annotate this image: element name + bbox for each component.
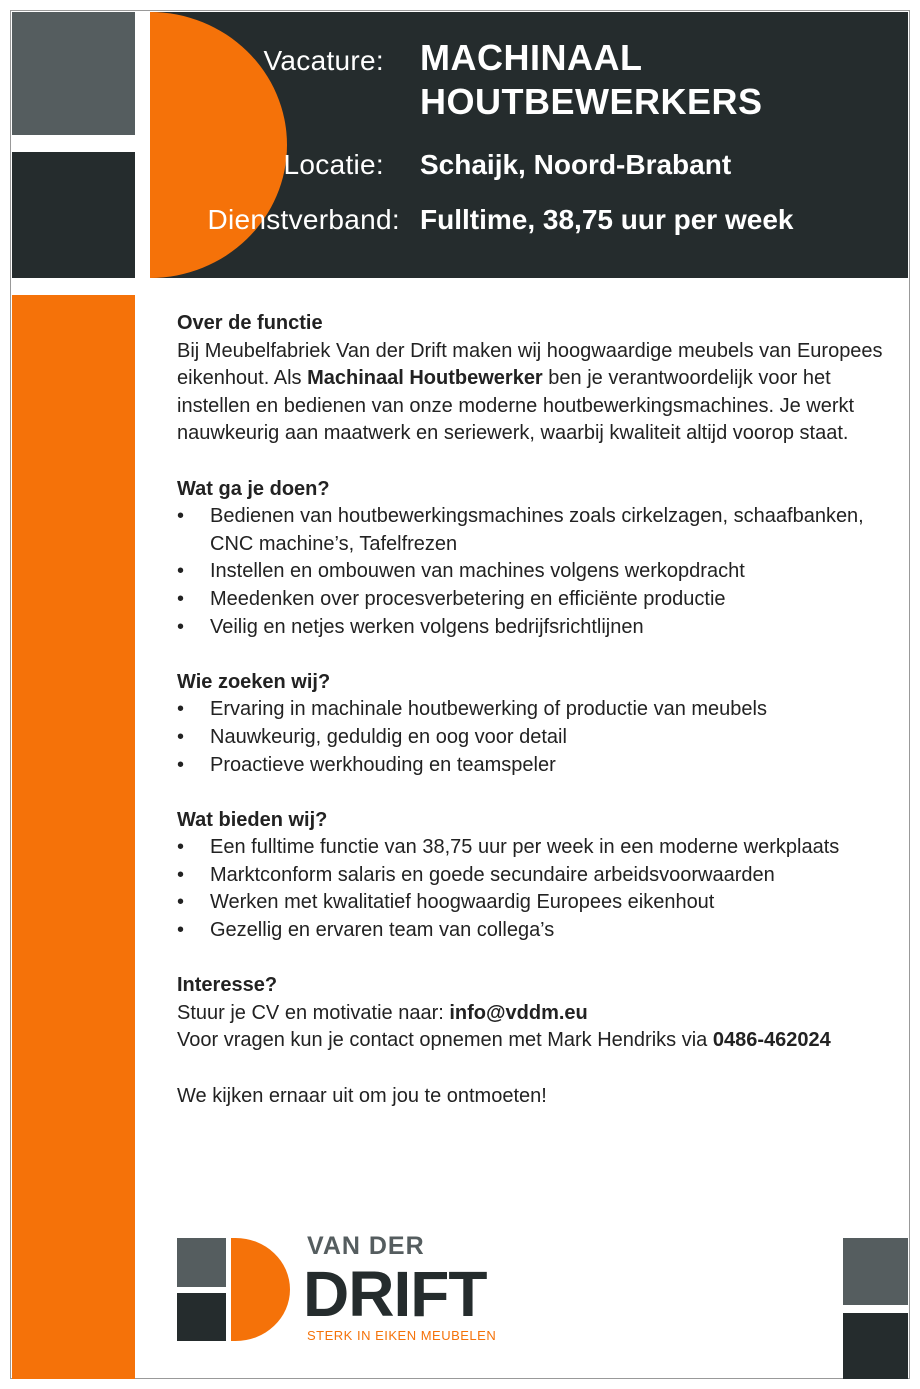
logo-tagline: STERK IN EIKEN MEUBELEN bbox=[307, 1328, 497, 1343]
list-item: • Meedenken over procesverbetering en efficiënte productie bbox=[177, 586, 897, 614]
gray-square-top bbox=[12, 12, 135, 135]
vacature-label: Vacature: bbox=[263, 45, 384, 76]
dienstverband-label: Dienstverband: bbox=[207, 204, 400, 235]
list-item: • Bedienen van houtbewerkingsmachines zoals cirkelzagen, schaafbanken, CNC machine’s, Tafelfrezen bbox=[177, 503, 897, 558]
list-item: • Werken met kwalitatief hoogwaardig Europees eikenhout bbox=[177, 889, 897, 917]
contact-text: Voor vragen kun je contact opnemen met Mark Hendriks via bbox=[177, 1029, 713, 1052]
dark-square-bottom bbox=[843, 1313, 908, 1379]
interesse-heading: Interesse? bbox=[177, 974, 278, 997]
over-text bbox=[177, 338, 897, 448]
orange-side-strip bbox=[12, 295, 135, 1379]
list-item: • Ervaring in machinale houtbewerking of productie van meubels bbox=[177, 696, 897, 724]
header-banner bbox=[150, 12, 908, 278]
dark-square-top bbox=[12, 152, 135, 278]
job-title bbox=[420, 36, 763, 124]
over-heading: Over de functie bbox=[177, 312, 323, 334]
list-item: • Gezellig en ervaren team van collega’s bbox=[177, 917, 897, 945]
list-item: • Proactieve werkhouding en teamspeler bbox=[177, 752, 897, 780]
interesse-line1 bbox=[177, 1000, 897, 1028]
locatie-value: Schaijk, Noord-Brabant bbox=[420, 149, 732, 180]
list-item: • Veilig en netjes werken volgens bedrijfsrichtlijnen bbox=[177, 614, 897, 642]
email-link[interactable]: info@vddm.eu bbox=[449, 1001, 588, 1024]
interesse-text: Stuur je CV en motivatie naar: bbox=[177, 1001, 450, 1024]
logo-text-drift: DRIFT bbox=[303, 1258, 487, 1330]
over-text-2: ben je verantwoordelijk voor het instellen en bedienen van onze moderne houtbewerkingsmachines. Je werkt nauwkeurig aan maatwerk en seriewerk, waarbij kwaliteit altijd voorop staat. bbox=[177, 367, 855, 445]
job-content bbox=[177, 310, 897, 1110]
doen-heading: Wat ga je doen? bbox=[177, 477, 330, 500]
job-title-line1: MACHINAAL bbox=[420, 37, 643, 78]
bieden-heading: Wat bieden wij? bbox=[177, 808, 328, 831]
interesse-line2 bbox=[177, 1027, 897, 1055]
phone-number[interactable]: 0486-462024 bbox=[712, 1029, 831, 1052]
dienstverband-value: Fulltime, 38,75 uur per week bbox=[420, 204, 794, 235]
closing-text: We kijken ernaar uit om jou te ontmoeten! bbox=[177, 1084, 547, 1107]
over-text-1: Bij Meubelfabriek Van der Drift maken wij hoogwaardige meubels van Europees eikenhout. Als bbox=[177, 339, 883, 390]
list-item: • Nauwkeurig, geduldig en oog voor detail bbox=[177, 724, 897, 752]
list-item: • Instellen en ombouwen van machines volgens werkopdracht bbox=[177, 558, 897, 586]
list-item: • Marktconform salaris en goede secundaire arbeidsvoorwaarden bbox=[177, 862, 897, 890]
logo-gray-square bbox=[177, 1238, 226, 1287]
doen-list bbox=[177, 503, 897, 641]
bieden-list bbox=[177, 834, 897, 944]
job-title-line2: HOUTBEWERKERS bbox=[420, 81, 763, 122]
zoeken-list bbox=[177, 696, 897, 779]
logo-dark-square bbox=[177, 1293, 226, 1341]
list-item: • Een fulltime functie van 38,75 uur per week in een moderne werkplaats bbox=[177, 834, 897, 862]
logo-text-van-der: VAN DER bbox=[307, 1232, 425, 1260]
locatie-label: Locatie: bbox=[283, 149, 384, 180]
over-text-bold: Machinaal Houtbewerker bbox=[307, 367, 543, 390]
gray-square-bottom bbox=[843, 1238, 908, 1305]
zoeken-heading: Wie zoeken wij? bbox=[177, 670, 331, 693]
